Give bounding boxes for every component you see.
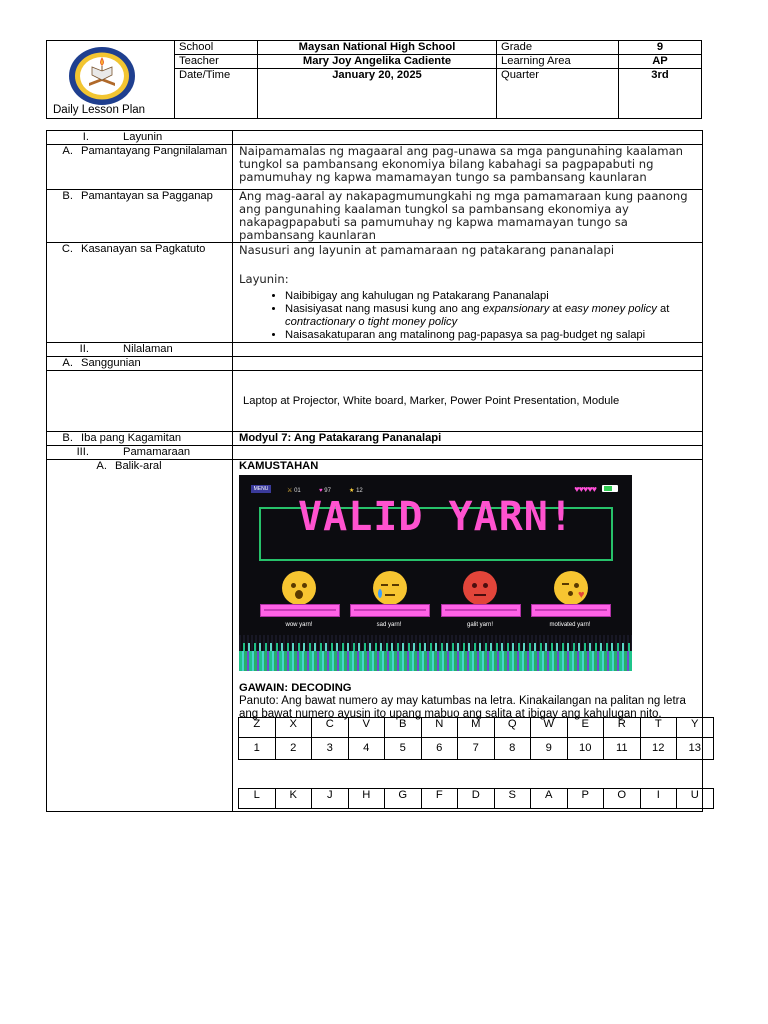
pixel-grass [239, 651, 632, 671]
decoding-table [238, 717, 714, 760]
row-label: Pamantayan sa Pagganap [81, 190, 213, 202]
option-label: sad yarn! [376, 622, 402, 628]
option-label: wow yarn! [285, 622, 313, 628]
cipher-letter-cell: H [348, 789, 385, 809]
kasanayan-row: C. Kasanayan sa Pagkatuto Nasusuri ang layunin at pamamaraan ng patakarang pananalapi Layunin: • Naibibigay ang kahulugan ng Patakarang Pananalapi • Nasisiyasat nang masusi kung ano ang expansionary at easy money policy at contractionary o tight money policy • Naisasakatuparan ang matalinong pag-papasya sa pag-budget ng salapi [47, 243, 703, 343]
sad-face-icon [373, 571, 407, 605]
menu-button: MENU [251, 485, 271, 493]
cipher-letter-cell: W [531, 718, 568, 738]
lesson-plan-table [46, 130, 703, 812]
kagamitan-list-row [47, 371, 703, 432]
module-title: Modyul 7: Ang Patakarang Pananalapi [233, 432, 703, 446]
cipher-number-cell: 13 [677, 738, 714, 760]
kasanayan-text: Nasusuri ang layunin at pamamaraan ng patakarang pananalapi [239, 243, 615, 257]
cipher-letter-cell: Y [677, 718, 714, 738]
cipher-number-cell: 5 [385, 738, 422, 760]
cipher-number-cell: 2 [275, 738, 312, 760]
cipher-letter-cell: T [640, 718, 677, 738]
row-label: Pamantayang Pangnilalaman [81, 145, 228, 157]
cipher-letter-cell: Q [494, 718, 531, 738]
angry-face-icon [463, 571, 497, 605]
materials-text: Laptop at Projector, White board, Marker, Power Point Presentation, Module [233, 371, 703, 432]
cipher-number-cell: 4 [348, 738, 385, 760]
title-frame [259, 494, 613, 561]
lives-hearts-icon: ♥♥♥♥♥ [574, 484, 596, 494]
cipher-letter-cell: F [421, 789, 458, 809]
option-label: motivated yarn! [549, 622, 591, 628]
cipher-letter-cell: V [348, 718, 385, 738]
cipher-number-cell: 3 [312, 738, 349, 760]
cipher-letter-cell: J [312, 789, 349, 809]
cipher-letter-cell: D [458, 789, 495, 809]
answer-bar [531, 604, 611, 617]
cipher-letter-cell: U [677, 789, 714, 809]
cipher-letter-cell: E [567, 718, 604, 738]
cipher-letter-cell: G [385, 789, 422, 809]
cipher-letter-cell: A [531, 789, 568, 809]
school-seal-logo [67, 45, 137, 107]
heart-stat: ♥ 97 [319, 488, 331, 494]
logo-cell [47, 41, 175, 119]
objectives-list [239, 290, 698, 342]
cipher-letter-cell: N [421, 718, 458, 738]
sanggunian-row: A. Sanggunian [47, 357, 703, 371]
cipher-letter-cell: I [640, 789, 677, 809]
row-label: Kasanayan sa Pagkatuto [81, 243, 206, 255]
cipher-number-cell: 6 [421, 738, 458, 760]
school-value: Maysan National High School [258, 41, 497, 55]
row-label: Balik-aral [115, 460, 162, 472]
date-time-label: Date/Time [175, 69, 258, 119]
section-nilalaman-row [47, 343, 703, 357]
cipher-letter-cell: S [494, 789, 531, 809]
balik-aral-row: A. Balik-aral KAMUSTAHAN MENU ⚔ 01 ♥ 97 ★ 12 ♥♥♥♥♥ VALID YARN! ♥ wow yarn! sad yarn! galit yarn! motivated yarn! GAWAIN: DECODING Panuto: Ang bawat numero ay may katumbas na letra. Kinakailangan na palitan ng letra ang bawat numero ayusin ito upang mabuo ang salita at ibigay ang kahulugan nito. [47, 460, 703, 812]
cipher-letter-cell: C [312, 718, 349, 738]
gawain-heading: GAWAIN: DECODING [239, 682, 352, 694]
cipher-letter-cell: R [604, 718, 641, 738]
answer-bar [441, 604, 521, 617]
cipher-letter-cell: B [385, 718, 422, 738]
school-label: School [175, 41, 258, 55]
teacher-label: Teacher [175, 55, 258, 69]
grade-label: Grade [497, 41, 619, 55]
game-title: VALID YARN! [298, 494, 574, 540]
answer-bar [260, 604, 340, 617]
option-label: galit yarn! [466, 622, 493, 628]
sword-stat: ⚔ 01 [287, 488, 301, 494]
cipher-number-cell: 7 [458, 738, 495, 760]
pamantayan-sa-pagganap-row: B. Pamantayan sa Pagganap Ang mag-aaral ay nakapagmumungkahi ng mga pamamaraan kung paanong ang pangunahing kaalaman tungkol sa pambansang ekonomiya ay nakapagpapabuti sa pamumuhay ng kapwa mamamayan tungo sa pambansang kaunlaran [47, 190, 703, 243]
cipher-letter-cell: L [239, 789, 276, 809]
kamustahan-heading: KAMUSTAHAN [239, 460, 319, 472]
cipher-letter-cell: P [567, 789, 604, 809]
cipher-number-cell: 1 [239, 738, 276, 760]
row-label: Sanggunian [81, 357, 141, 369]
row-label: Iba pang Kagamitan [81, 432, 182, 444]
grade-value: 9 [619, 41, 702, 55]
cipher-number-cell: 9 [531, 738, 568, 760]
panuto-text: Panuto: Ang bawat numero ay may katumbas na letra. Kinakailangan na palitan ng letra ang bawat numero ayusin ito upang mabuo ang salita at ibigay ang kahulugan nito. [239, 695, 686, 720]
pamantayang-pangnilalaman-text: Naipamamalas ng magaaral ang pag-unawa sa mga pangunahing kaalaman tungkol sa pambansang ekonomiya bilang kabahagi sa pagpapabuti ng pamumuhay ng kapwa mamamayan tungo sa pambansang kaunlaran [233, 145, 703, 190]
list-item: • Naisasakatuparan ang matalinong pag-papasya sa pag-budget ng salapi [285, 329, 698, 342]
kissing-face-icon: ♥ [554, 571, 588, 605]
decoding-table-2 [238, 788, 714, 809]
teacher-value: Mary Joy Angelika Cadiente [258, 55, 497, 69]
section-heading: III. Pamamaraan [47, 446, 233, 460]
quarter-value: 3rd [619, 69, 702, 119]
section-layunin-row [47, 131, 703, 145]
cipher-letter-cell: M [458, 718, 495, 738]
cipher-letter-cell: K [275, 789, 312, 809]
section-heading: I. Layunin [47, 131, 233, 145]
surprised-face-icon [282, 571, 316, 605]
cipher-letter-cell: X [275, 718, 312, 738]
quarter-label: Quarter [497, 69, 619, 119]
layunin-heading: Layunin: [239, 272, 289, 286]
list-item: • Nasisiyasat nang masusi kung ano ang expansionary at easy money policy at contractionary o tight money policy [285, 303, 698, 329]
valid-yarn-game-image [239, 475, 632, 671]
iba-pang-kagamitan-row: B. Iba pang Kagamitan Modyul 7: Ang Patakarang Pananalapi [47, 432, 703, 446]
cipher-letter-cell: Z [239, 718, 276, 738]
list-item: • Naibibigay ang kahulugan ng Patakarang Pananalapi [285, 290, 698, 303]
section-heading: II. Nilalaman [47, 343, 233, 357]
cipher-number-cell: 11 [604, 738, 641, 760]
learning-area-value: AP [619, 55, 702, 69]
star-stat: ★ 12 [349, 488, 363, 494]
cipher-number-cell: 8 [494, 738, 531, 760]
header-table [46, 40, 702, 119]
pamantayang-pangnilalaman-row: A. Pamantayang Pangnilalaman Naipamamalas ng magaaral ang pag-unawa sa mga pangunahing kaalaman tungkol sa pambansang ekonomiya bilang kabahagi sa pagpapabuti ng pamumuhay ng kapwa mamamayan tungo sa pambansang kaunlaran [47, 145, 703, 190]
answer-bar [350, 604, 430, 617]
cipher-number-cell: 10 [567, 738, 604, 760]
battery-icon [602, 485, 618, 492]
daily-lesson-plan-label: Daily Lesson Plan [53, 104, 146, 116]
pamantayan-sa-pagganap-text: Ang mag-aaral ay nakapagmumungkahi ng mga pamamaraan kung paanong ang pangunahing kaalaman tungkol sa pambansang ekonomiya ay nakapagpapabuti sa pamumuhay ng kapwa mamamayan tungo sa pambansang kaunlaran [233, 190, 703, 243]
date-time-value: January 20, 2025 [258, 69, 497, 119]
section-pamamaraan-row [47, 446, 703, 460]
cipher-number-cell: 12 [640, 738, 677, 760]
learning-area-label: Learning Area [497, 55, 619, 69]
cipher-letter-cell: O [604, 789, 641, 809]
